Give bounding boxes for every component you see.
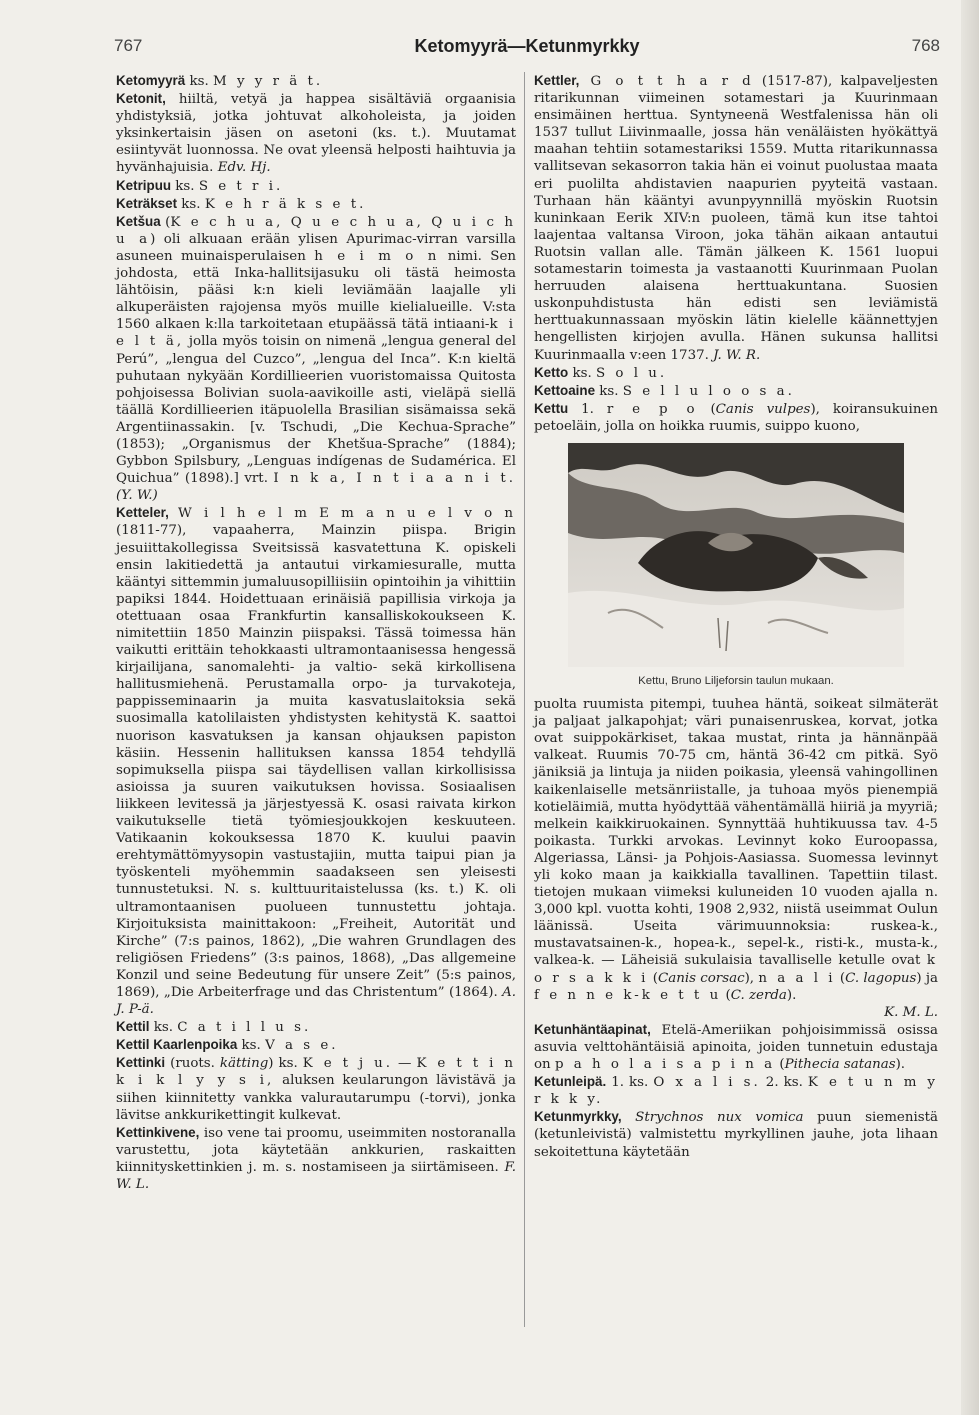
headword: Kettinki	[116, 1055, 166, 1071]
entry-ketunmyrkky: Ketunmyrkky, Strychnos nux vomica puun siemenistä (ketunleivistä) valmistettu myrkyllinen jauhe, jota lihaan sekoitettuna käytetään	[534, 1109, 938, 1160]
cross-reference: C a t i l l u s.	[177, 1020, 312, 1036]
author-signature: J. W. R.	[713, 347, 761, 363]
entry-ketomyyra: Ketomyyrä ks. M y y r ä t.	[116, 73, 324, 89]
cross-reference: M y y r ä t.	[212, 74, 324, 89]
headword: Ketonit,	[116, 91, 166, 107]
page-header	[114, 36, 940, 60]
page-number-right: 768	[911, 36, 940, 55]
right-column	[534, 72, 938, 1161]
headword: Kettil Kaarlenpoika	[116, 1037, 238, 1053]
author-signature: K. M. L.	[884, 1004, 938, 1020]
entry-ketsua: Ketšua (K e c h u a, Q u e c h u a, Q u i c h u a) oli alkuaan erään ylisen Apurimac-virran varsilla asuneen muinaisperulaisen h e i m o n nimi. Sen johdosta, että Inka-hallitsijasuku oli tästä heimosta lähtöisin, pääsi k:n kieli leviämään laajalle yli alkuperäisten rajojensa myös muille kielialueille. V:sta 1560 alkaen k:lla tarkoitetaan etupäässä tätä intiaani-k i e l t ä, jolla myös toisin on nimenä „lengua general del Perú”, „lengua del Cuzco”, „lengua del Inca”. K:n kieltä puhutaan nykyään Kordillieerien vuoristomaissa Quitosta pohjoisessa Bolivian suola-aavikoille asti, vieläpä siellä täällä Kordillieerien itäpuolella Brasilian sisämaissa sekä Argentiinassakin. [v. Tschudi, „Die Kechua-Sprache” (1853); „Organismus der Khetšua-Sprache” (1884); Gybbon Spilsbury, „Lenguas indígenas de Sudamérica. El Quichua” (1898).] vrt. I n k a, I n t i a a n i t. (Y. W.)	[116, 213, 517, 504]
entry-ketto: Ketto ks. S o l u.	[534, 364, 668, 381]
headword: Ketunhäntäapinat,	[534, 1021, 651, 1037]
entry-kettinki: Kettinki (ruots. kätting) ks. K e t j u. — K e t t i n k i k l y y s i, aluksen keularungon lävistävä ja siihen kiinnitetty vankka valurautarumpu (-torvi), jonka lävitse ankkurikettingit kulkevat.	[116, 1055, 516, 1123]
headword: Ketšua	[116, 213, 161, 229]
entry-ketunleipa: Ketunleipä. 1. ks. O x a l i s. 2. ks. K e t u n m y r k k y.	[534, 1074, 939, 1108]
page-edge	[961, 0, 979, 1415]
cross-reference: K e h r ä k s e t.	[204, 196, 367, 212]
headword: Kettler,	[534, 73, 580, 88]
headword: Ketto	[534, 364, 569, 380]
cross-reference: K e t j u.	[302, 1056, 394, 1072]
entry-kettoaine: Kettoaine ks. S e l l u l o o s a.	[534, 382, 795, 399]
cross-reference: S e l l u l o o s a.	[622, 383, 795, 399]
entry-kettler: Kettler, G o t t h a r d (1517-87), kalpaveljesten ritarikunnan viimeinen sotamestari ja Kuurinmaan ensimäinen herttua. Syntyneenä Westfalenissa hän oli 1537 tullut Liivinmaalle, jossa hän venäläisten hyökättyä maahan tehtiin sotamestariksi 1559. Mutta ritarikunnassa vallitsevan sekasorron takia hän ei voinut puolustaa maata eri puolilta ahdistavien naapurien pyyteitä vastaan. Turhaan hän kääntyi avunpyynnillä myöskin Ruotsin kuninkaan Eerik XIV:n puoleen, tämä kun itse tahtoi laajentaa valtansa Viroon, joka tähän aikaan antautui Ruotsin vallan alle. Tämän jälkeen K. 1561 luopui sotamestarin toimesta ja vastaanotti Kuurinmaan Puolan herruuden alaisena herttuakuntana. Suosien uskonpuhdistusta hän edisti sen leviämistä herttuakunnassaan myöskin lätin kielelle käännettyjen hengellisten kirjojen avulla. Hänen sukunsa hallitsi Kuurinmaalla v:een 1737. J. W. R.	[534, 73, 938, 363]
left-column	[116, 72, 516, 1193]
entry-ketunhantaapinat: Ketunhäntäapinat, Etelä-Ameriikan pohjoisimmissä osissa asuvia velttohäntäisiä apinoita, joiden tunnetuin edustaja on p a h o l a i s a p i n a (Pithecia satanas).	[534, 1021, 938, 1073]
figure-caption: Kettu, Bruno Liljeforsin taulun mukaan.	[638, 674, 834, 687]
author-signature: (Y. W.)	[116, 488, 158, 504]
running-title: Ketomyyrä—Ketunmyrkky	[414, 36, 640, 56]
entry-ketonit: Ketonit, hiiltä, vetyä ja happea sisältäviä orgaanisia yhdistyksiä, jotka johtuvat alkoholeista, ja joiden yksinkertaisin jäsen on asetoni (ks. t.). Muutamat esiintyvät luonnossa. Ne ovat yleensä helposti haihtuvia ja hyvänhajuisia. Edv. Hj.	[116, 91, 516, 176]
fox-illustration	[568, 443, 904, 667]
headword: Ketomyyrä	[116, 73, 186, 88]
column-divider	[524, 72, 525, 1327]
headword: Ketteler,	[116, 505, 169, 521]
entry-kettil: Kettil ks. C a t i l l u s.	[116, 1019, 312, 1036]
entry-ketripuu: Ketripuu ks. S e t r i.	[116, 177, 284, 194]
author-signature: A. J. P-ä.	[116, 984, 516, 1018]
cross-reference: K e t u n m y r k k y.	[534, 1075, 939, 1108]
cross-reference: O x a l i s.	[653, 1075, 761, 1091]
headword: Ketunmyrkky,	[534, 1109, 622, 1125]
cross-reference: S e t r i.	[198, 178, 284, 194]
entry-ketrakset: Keträkset ks. K e h r ä k s e t.	[116, 195, 367, 212]
headword: Ketripuu	[116, 177, 172, 193]
headword: Kettoaine	[534, 382, 596, 398]
entry-ketteler: Ketteler, W i l h e l m E m a n u e l v o n (1811-77), vapaaherra, Mainzin piispa. Brigin jesuiittakollegissa Sveitsissä kasvatettuna K. opiskeli ensin lakitiedettä ja antautui virkamiesuralle, mutta kääntyi sittemmin jumaluusopilliisiin opintoihin ja vihittiin papiksi 1844. Hoidettuaan erinäisiä papillisia virkoja ja otettuaan osaa Frankfurtin kansalliskokoukseen K. nimitettiin 1850 Mainzin piispaksi. Tässä toimessa hän vaikutti erittäin tehokkaasti ultramontaanisessa hengessä kirjailijana, sanomalehti- ja valtio- sekä kirkollisena hallitusmiehenä. Perustamalla orpo- ja turvakoteja, pappisseminaarin ja muita kasvatuslaitoksia sekä suosimalla katolilaisten yhdistysten kehitystä K. saattoi nuorison kasvatuksen ja kansan ohjauksen papiston käsiin. Hessenin hallituksen kanssa 1854 tehdyllä sopimuksella piispa sai täydellisen vallan kirkollisissa asioissa ja suuren vaikutuksen hovissa. Sosiaalisen liikkeen levitessä ja järjestyessä K. osasi raivata kirkon vaikutukselle tietä työmiesjoukkojen keskuuteen. Vatikaanin kokouksessa 1870 K. kuului paavin erehtymättömyysopin vastustajiin, mutta taipui pian ja työskenteli myöhemmin saadakseen sen yleisesti tunnustetuksi. N. s. kulttuuritaistelussa (ks. t.) K. oli ultramontaanisen puolueen tunnustettu johtaja. Kirjoituksista mainittakoon: „Freiheit, Autorität und Kirche” (7:s painos, 1862), „Die wahren Grundlagen des religiösen Friedens” (3:s painos, 1868), „Das allgemeine Konzil und seine Bedeutung für unsere Zeit” (5:s painos, 1869), „Die Arbeiterfrage und das Christentum” (1864). A. J. P-ä.	[116, 505, 516, 1018]
fox-figure	[534, 443, 938, 690]
entry-kettinkivene: Kettinkivene, iso vene tai proomu, useimmiten nostoranalla varustettu, jota käytetään ankkurien, raskaitten kiinnityskettinkien j. m. s. nostamiseen ja siirtämiseen. F. W. L.	[116, 1124, 516, 1192]
page-number-left: 767	[114, 36, 143, 55]
entry-kettu: Kettu 1. r e p o (Canis vulpes), koiransukuinen petoeläin, jolla on hoikka ruumis, suippo kuono,	[534, 400, 938, 434]
headword: Kettinkivene,	[116, 1124, 200, 1140]
cross-reference: I n k a, I n t i a a n i t.	[273, 471, 517, 487]
cross-reference: S o l u.	[595, 365, 668, 381]
author-signature: F. W. L.	[116, 1159, 516, 1192]
headword: Kettu	[534, 400, 569, 416]
headword: Kettil	[116, 1019, 150, 1035]
headword: Keträkset	[116, 195, 178, 211]
cross-reference: V a s e.	[265, 1038, 339, 1054]
author-signature: Edv. Hj.	[217, 160, 271, 176]
entry-kettil-kaarlenpoika: Kettil Kaarlenpoika ks. V a s e.	[116, 1037, 339, 1054]
headword: Ketunleipä.	[534, 1074, 607, 1090]
entry-kettu-continued: puolta ruumista pitempi, tuuhea häntä, soikeat silmäterät ja paljaat jalkapohjat; väri punaisenruskea, korvat, jotka ovat suippokärkiset, takaa mustat, rinta ja hännänpää valkeat. Ruumis 70-75 cm, häntä 36-42 cm pitkä. Syö jäniksiä ja lintuja ja niiden poikasia, yleensä vahingollinen kaikenlaiselle metsänriistalle, ja tuhoaa myös pienempiä kotieläimiä, mutta hyödyttää vähentämällä hiiriä ja myyriä; melkein kaikkiruokainen. Synnyttää huhtikuussa tav. 4-5 poikasta. Turkki arvokas. Levinnyt koko Euroopassa, Algeriassa, Länsi- ja Pohjois-Aasiassa. Suomessa levinnyt yli koko maan ja kaikkialla tavallinen. Tapettiin tilast. tietojen mukaan viimeksi kuluneiden 10 vuoden ajalla n. 3,000 kpl. vuotta kohti, 1908 2,932, niistä useimmat Oulun läänissä. Useita värimuunnoksia: ruskea-k., mustavatsainen-k., hopea-k., sepel-k., risti-k., musta-k., valkea-k. — Läheisiä sukulaisia tavalliselle ketulle ovat k o r s a k k i (Canis corsac), n a a l i (C. lagopus) ja f e n n e k-k e t t u (C. zerda). K. M. L.	[534, 697, 938, 1020]
